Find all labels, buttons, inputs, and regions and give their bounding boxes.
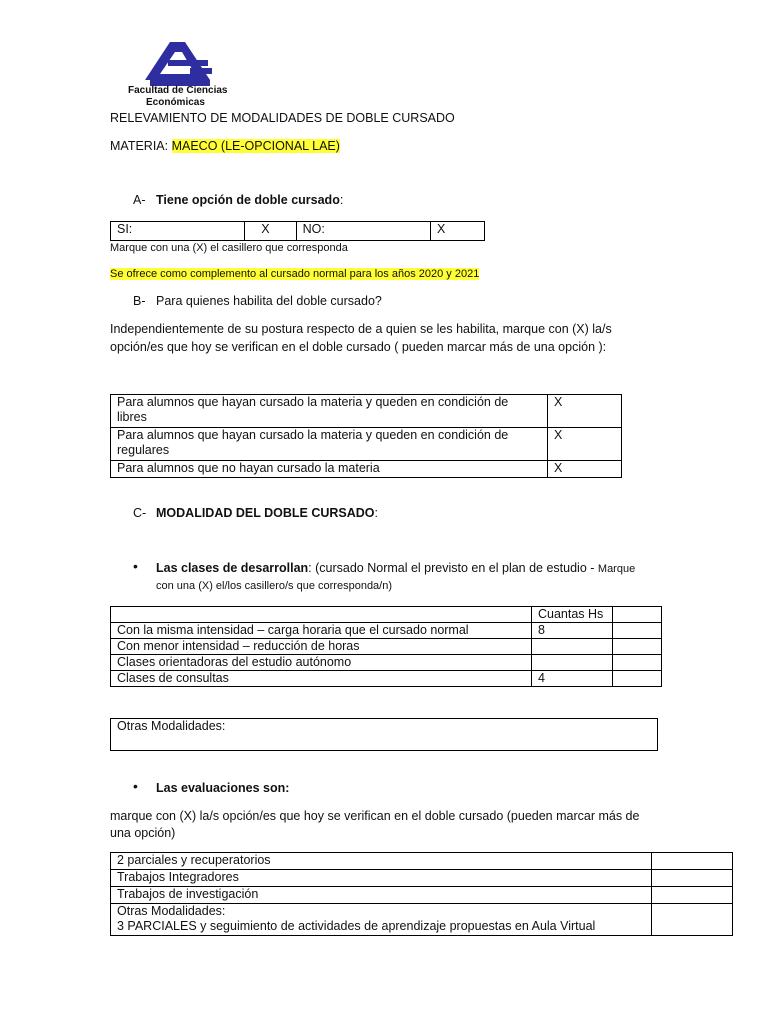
section-a-highlight: Se ofrece como complemento al cursado normal para los años 2020 y 2021	[110, 268, 480, 280]
section-a-note: Marque con una (X) el casillero que corresponda	[110, 242, 348, 254]
checkbox-cell[interactable]	[613, 671, 662, 687]
hours-header: Cuantas Hs	[532, 607, 613, 623]
table-cell: Para alumnos que hayan cursado la materia y queden en condición de regulares	[111, 428, 548, 461]
hours-cell[interactable]: 8	[532, 623, 613, 639]
checkbox-cell[interactable]	[613, 639, 662, 655]
table-cell[interactable]	[613, 607, 662, 623]
table-cell: Con la misma intensidad – carga horaria que el cursado normal	[111, 623, 532, 639]
logo-text-line2: Económicas	[146, 97, 205, 108]
table-cell: 2 parciales y recuperatorios	[111, 853, 652, 870]
clases-table	[110, 606, 662, 687]
section-b-prefix: B-	[133, 294, 146, 308]
section-a-table	[110, 221, 485, 241]
clases-line1	[156, 561, 635, 575]
section-b-para-line2: opción/es que hoy se verifican en el doble cursado ( pueden marcar más de una opción ):	[110, 340, 607, 354]
table-row	[111, 904, 733, 936]
evaluaciones-title: Las evaluaciones son:	[156, 781, 290, 795]
table-cell: Trabajos Integradores	[111, 870, 652, 887]
section-a-heading	[156, 193, 343, 207]
hours-cell[interactable]	[532, 639, 613, 655]
section-c-prefix: C-	[133, 506, 147, 520]
table-row	[111, 461, 622, 478]
checkbox-cell[interactable]	[613, 655, 662, 671]
checkbox-cell[interactable]	[652, 887, 733, 904]
table-row	[111, 655, 662, 671]
otras-modalidades-label[interactable]: Otras Modalidades:	[111, 719, 658, 751]
table-row	[111, 395, 622, 428]
clases-rest: : (cursado Normal el previsto en el plan de estudio -	[308, 561, 598, 575]
table-row	[111, 870, 733, 887]
clases-bold: Las clases de desarrollan	[156, 561, 309, 575]
otras-modalidades-box	[110, 718, 658, 751]
section-b-table	[110, 394, 622, 478]
checkbox-cell[interactable]	[652, 870, 733, 887]
section-a-prefix: A-	[133, 193, 146, 207]
evaluaciones-table	[110, 852, 733, 936]
table-cell: Clases de consultas	[111, 671, 532, 687]
checkbox-cell[interactable]	[652, 853, 733, 870]
section-a-colon: :	[339, 193, 344, 207]
si-label: SI:	[111, 222, 245, 241]
section-c-colon: :	[374, 506, 379, 520]
section-c-title: MODALIDAD DEL DOBLE CURSADO	[156, 506, 375, 520]
eval-otras-label: Otras Modalidades:	[117, 904, 226, 918]
table-row	[111, 428, 622, 461]
checkbox-cell[interactable]: X	[548, 395, 622, 428]
logo-text-line1: Facultad de Ciencias	[128, 85, 228, 96]
eval-para-line2: una opción)	[110, 826, 176, 840]
section-b-para-line1: Independientemente de su postura respecto de a quien se les habilita, marque con (X) la/s	[110, 322, 612, 336]
faculty-logo	[140, 40, 220, 90]
table-row	[111, 607, 662, 623]
checkbox-cell[interactable]: X	[548, 428, 622, 461]
no-label: NO:	[296, 222, 430, 241]
hours-cell[interactable]	[532, 655, 613, 671]
table-row	[111, 639, 662, 655]
table-row	[111, 623, 662, 639]
materia-label: MATERIA:	[110, 139, 172, 153]
table-row	[111, 671, 662, 687]
checkbox-cell[interactable]: X	[548, 461, 622, 478]
si-mark[interactable]: X	[245, 222, 296, 241]
table-row	[111, 853, 733, 870]
table-cell: Clases orientadoras del estudio autónomo	[111, 655, 532, 671]
section-a-title: Tiene opción de doble cursado	[156, 193, 340, 207]
materia-line	[110, 139, 340, 153]
table-cell: Trabajos de investigación	[111, 887, 652, 904]
no-mark[interactable]: X	[430, 222, 484, 241]
faculty-logo-icon	[140, 40, 220, 90]
table-row	[111, 887, 733, 904]
section-b-title: Para quienes habilita del doble cursado?	[156, 294, 382, 308]
eval-otras-value: 3 PARCIALES y seguimiento de actividades de aprendizaje propuestas en Aula Virtual	[117, 919, 596, 933]
page-title: RELEVAMIENTO DE MODALIDADES DE DOBLE CURSADO	[110, 111, 455, 125]
materia-value: MAECO (LE-OPCIONAL LAE)	[171, 139, 340, 153]
bullet-icon: •	[133, 558, 138, 574]
bullet-icon: •	[133, 778, 138, 794]
hours-cell[interactable]: 4	[532, 671, 613, 687]
clases-line2: con una (X) el/los casillero/s que corresponda/n)	[156, 580, 393, 592]
section-c-heading	[156, 506, 378, 520]
table-cell: Para alumnos que no hayan cursado la materia	[111, 461, 548, 478]
eval-para-line1: marque con (X) la/s opción/es que hoy se verifican en el doble cursado (pueden marcar más de	[110, 809, 640, 823]
checkbox-cell[interactable]	[613, 623, 662, 639]
table-cell: Para alumnos que hayan cursado la materia y queden en condición de libres	[111, 395, 548, 428]
table-cell	[111, 607, 532, 623]
table-cell	[111, 904, 652, 936]
clases-small1: Marque	[597, 563, 636, 575]
table-cell: Con menor intensidad – reducción de horas	[111, 639, 532, 655]
checkbox-cell[interactable]	[652, 904, 733, 936]
